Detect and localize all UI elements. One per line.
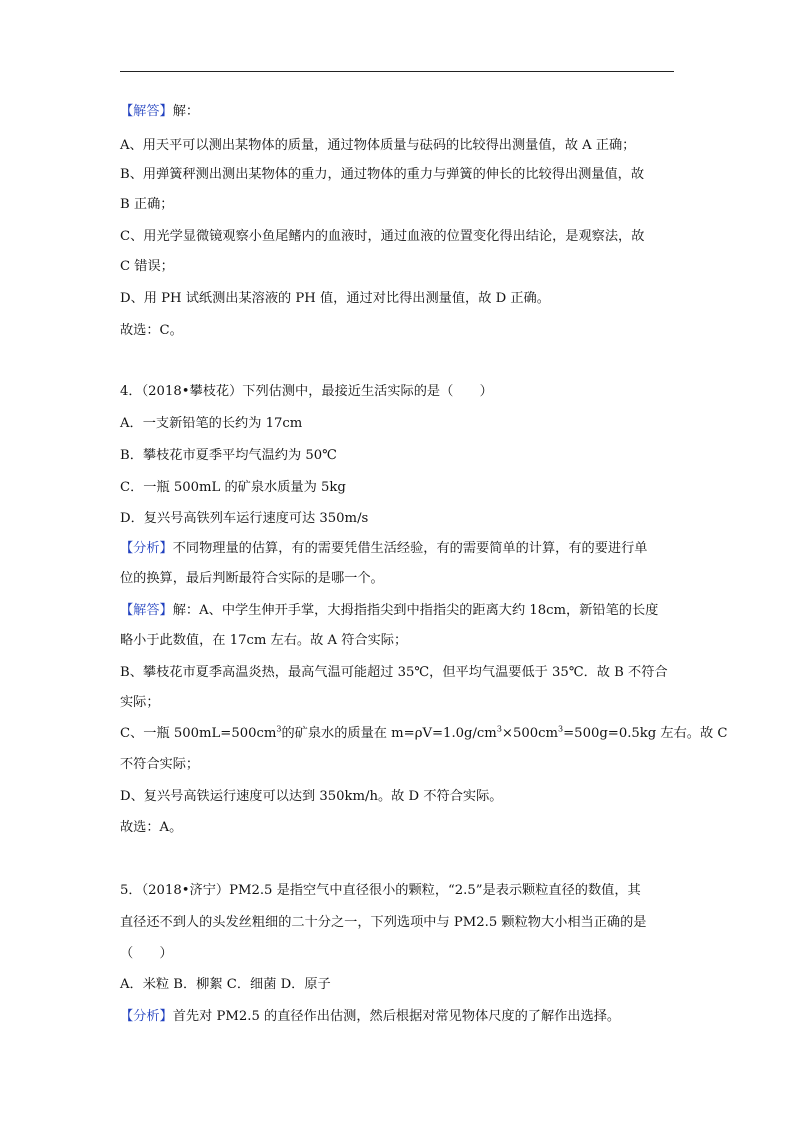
- question-4-answer-line1: 【解答】解：A、中学生伸开手掌，大拇指指尖到中指指尖的距离大约 18cm，新铅笔的长度: [120, 603, 659, 618]
- question-4-answer-line5: C、一瓶 $500mL=500cm^3$的矿泉水的质量在 $m=\rho V=1.0g/cm^3\times 500cm^3=500g=0.5kg$ 左右。故 C: [120, 724, 728, 741]
- question-5-stem-line1: 5．（2018•济宁）PM2.5 是指空气中直径很小的颗粒，“2.5”是表示颗粒直径的数值，其: [120, 883, 641, 898]
- answer-1-option-a: A、用天平可以测出某物体的质量，通过物体质量与砝码的比较得出测量值，故 A 正确；: [120, 138, 636, 153]
- question-4-stem: 4．（2018•攀枝花）下列估测中，最接近生活实际的是（ ）: [120, 384, 493, 399]
- answer-1-option-c-line2: C 错误；: [120, 259, 174, 274]
- question-4-answer-line7: D、复兴号高铁运行速度可以达到 350km/h。故 D 不符合实际。: [120, 789, 503, 804]
- answer-1-option-c-line1: C、用光学显微镜观察小鱼尾鳍内的血液时，通过血液的位置变化得出结论，是观察法，故: [120, 229, 645, 244]
- analysis-tag: 【分析】: [120, 541, 173, 556]
- question-5-analysis: 【分析】首先对 PM2.5 的直径作出估测，然后根据对常见物体尺度的了解作出选择。: [120, 1009, 621, 1024]
- question-4-answer-line6: 不符合实际；: [120, 757, 200, 772]
- question-4-option-b: B．攀枝花市夏季平均气温约为 50℃: [120, 448, 337, 463]
- question-5-stem-line2: 直径还不到人的头发丝粗细的二十分之一，下列选项中与 PM2.5 颗粒物大小相当正确的是: [120, 915, 647, 930]
- question-4-analysis-line1: 【分析】不同物理量的估算，有的需要凭借生活经验，有的需要简单的计算，有的要进行单: [120, 541, 648, 556]
- question-4-choice: 故选：A。: [120, 820, 183, 835]
- header-rule: [120, 71, 674, 72]
- question-4-answer-line3: B、攀枝花市夏季高温炎热，最高气温可能超过 35℃，但平均气温要低于 35℃．故 B 不符合: [120, 665, 668, 680]
- question-4-option-d: D．复兴号高铁列车运行速度可达 350m/s: [120, 511, 369, 526]
- answer-tag: 【解答】: [120, 104, 173, 119]
- question-5-options: A．米粒 B．柳絮 C．细菌 D．原子: [120, 977, 331, 992]
- answer-1-option-b-line2: B 正确；: [120, 197, 174, 212]
- question-4-answer-line2: 略小于此数值，在 17cm 左右。故 A 符合实际；: [120, 633, 408, 648]
- question-4-option-c: C．一瓶 500mL 的矿泉水质量为 5kg: [120, 480, 346, 495]
- answer-tag: 【解答】: [120, 603, 173, 618]
- question-4-option-a: A．一支新铅笔的长约为 17cm: [120, 416, 303, 431]
- question-4-answer-line4: 实际；: [120, 695, 160, 710]
- question-5-stem-line3: （ ）: [120, 946, 173, 961]
- answer-1-intro: 【解答】解：: [120, 104, 200, 119]
- answer-1-choice: 故选：C。: [120, 323, 183, 338]
- question-4-analysis-line2: 位的换算，最后判断最符合实际的是哪一个。: [120, 571, 384, 586]
- answer-1-option-d: D、用 PH 试纸测出某溶液的 PH 值，通过对比得出测量值，故 D 正确。: [120, 291, 550, 306]
- analysis-tag: 【分析】: [120, 1009, 173, 1024]
- answer-1-option-b-line1: B、用弹簧秤测出测出某物体的重力，通过物体的重力与弹簧的伸长的比较得出测量值，故: [120, 167, 644, 182]
